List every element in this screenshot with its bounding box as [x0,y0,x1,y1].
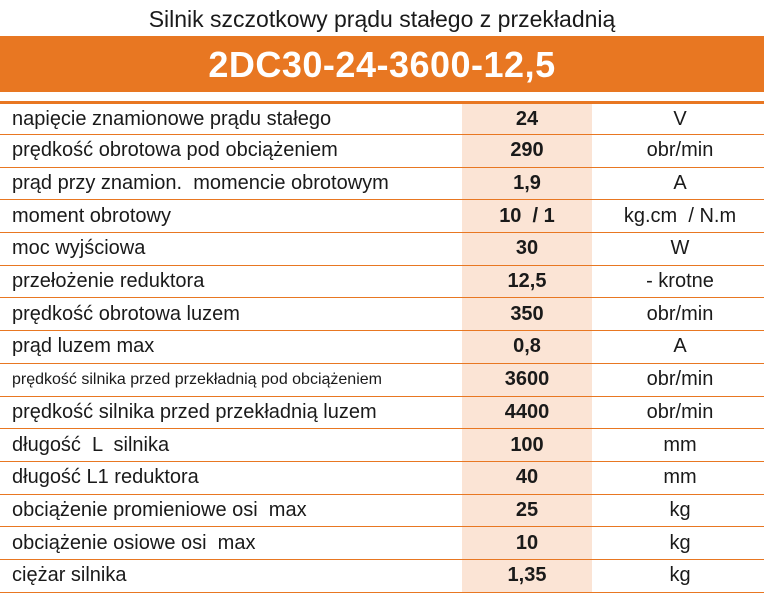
spec-row [0,266,764,299]
spec-row [0,560,764,593]
spec-value: 24 [462,104,592,134]
spec-label: długość L silnika [12,433,170,456]
spec-value: 350 [462,298,592,330]
spec-unit: kg [669,498,691,521]
spec-label: ciężar silnika [12,564,127,587]
spec-row [0,168,764,201]
spec-row [0,364,764,397]
spec-row [0,495,764,528]
product-subtitle: Silnik szczotkowy prądu stałego z przekładnią [148,6,616,32]
spec-unit: mm [663,433,697,456]
spec-row [0,331,764,364]
spec-label: moment obrotowy [12,204,171,227]
spec-unit: mm [663,466,697,489]
spec-value: 40 [462,462,592,494]
spec-unit: A [673,335,687,358]
spec-label: przełożenie reduktora [12,270,205,293]
spec-row [0,200,764,233]
model-banner: 2DC30-24-3600-12,5 [0,36,764,92]
spec-value: 1,35 [462,560,592,592]
spec-unit: W [670,237,690,260]
spec-value: 10 / 1 [462,200,592,232]
spec-row [0,233,764,266]
spec-unit: kg [669,531,691,554]
spec-value: 30 [462,233,592,265]
spec-unit: obr/min [646,368,714,391]
spec-label: obciążenie promieniowe osi max [12,498,307,521]
spec-value: 290 [462,135,592,167]
spec-label: napięcie znamionowe prądu stałego [12,107,332,130]
spec-row [0,298,764,331]
spec-unit: kg [669,564,691,587]
spec-label: moc wyjściowa [12,237,146,260]
spec-label: długość L1 reduktora [12,466,199,489]
spec-row [0,527,764,560]
spec-label: prędkość obrotowa pod obciążeniem [12,139,338,162]
spec-row [0,101,764,135]
spec-row [0,135,764,168]
spec-row [0,429,764,462]
spec-row [0,397,764,430]
spec-unit: - krotne [646,270,714,293]
spec-table [0,101,764,593]
spec-value: 100 [462,429,592,461]
spec-unit: V [673,107,687,130]
spec-unit: kg.cm / N.m [623,204,737,227]
spec-unit: obr/min [646,400,714,423]
spec-label: prędkość silnika przed przekładnią luzem [12,400,377,423]
spec-row [0,462,764,495]
spec-unit: A [673,172,687,195]
spec-label: obciążenie osiowe osi max [12,531,256,554]
spec-value: 25 [462,495,592,527]
spec-label: prąd luzem max [12,335,155,358]
spec-value: 1,9 [462,168,592,200]
spec-value: 3600 [462,364,592,396]
spec-label: prędkość obrotowa luzem [12,302,240,325]
spec-label: prędkość silnika przed przekładnią pod obciążeniem [12,370,382,388]
spec-value: 12,5 [462,266,592,298]
spec-unit: obr/min [646,302,714,325]
spec-value: 10 [462,527,592,559]
spec-unit: obr/min [646,139,714,162]
spec-value: 4400 [462,397,592,429]
spec-value: 0,8 [462,331,592,363]
spec-label: prąd przy znamion. momencie obrotowym [12,172,389,195]
